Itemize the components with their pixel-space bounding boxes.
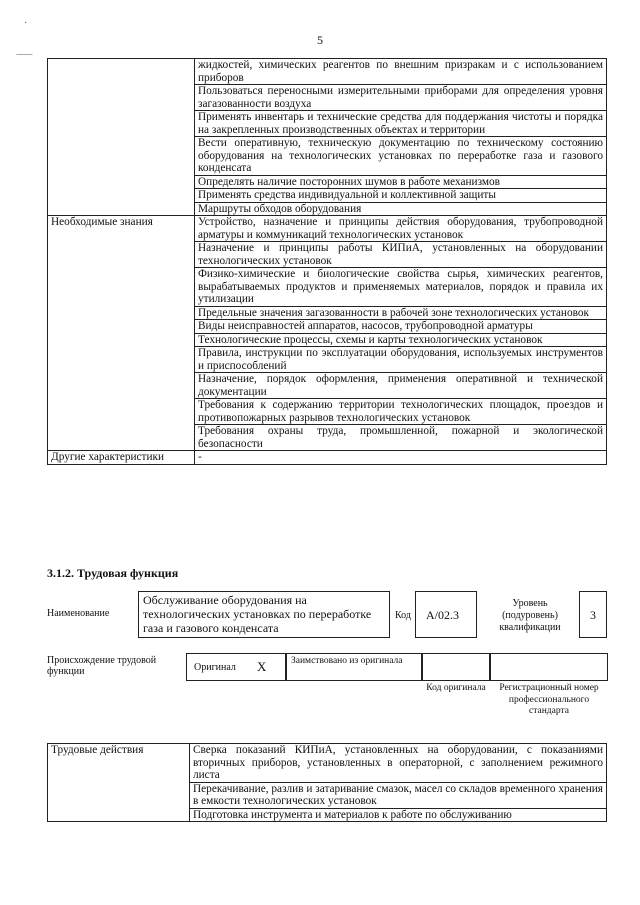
row-item: Предельные значения загазованности в рабочей зоне технологических установок	[195, 306, 607, 320]
row-label: Трудовые действия	[48, 744, 190, 822]
reg-caption: Регистрационный номер профессионального стандарта	[499, 683, 599, 716]
row-item: Физико-химические и биологические свойства сырья, химических реагентов, вырабатываемых продуктов и применяемых материалов, порядок и правила их утилизации	[195, 268, 607, 307]
row-item: Перекачивание, разлив и затаривание смазок, масел со складов временного хранения в емкости технологических установок	[190, 782, 607, 808]
row-item: Назначение, порядок оформления, применения оперативной и технической документации	[195, 373, 607, 399]
table-row	[48, 451, 607, 465]
row-item: Подготовка инструмента и материалов к работе по обслуживанию	[190, 808, 607, 822]
code-label: Код	[395, 610, 411, 621]
borrowed-label: Заимствовано из оригинала	[291, 656, 403, 666]
origin-label: Происхождение трудовой функции	[47, 655, 157, 677]
row-label	[48, 59, 195, 216]
row-item: Определять наличие посторонних шумов в работе механизмов	[195, 175, 607, 189]
row-item: Применять инвентарь и технические средства для поддержания чистоты и порядка на закрепленных производственных объектах и территории	[195, 111, 607, 137]
name-label: Наименование	[47, 608, 110, 619]
row-item: Виды неисправностей аппаратов, насосов, трубопроводной арматуры	[195, 320, 607, 334]
row-item: Вести оперативную, техническую документацию по техническому состоянию оборудования на технологических установках по переработке газа и газового конденсата	[195, 137, 607, 176]
row-item: Сверка показаний КИПиА, установленных на оборудовании, с показаниями вторичных приборов, установленных в операторной, с заполнением режимного листа	[190, 744, 607, 783]
labor-actions-table	[47, 743, 607, 822]
skills-knowledge-table	[47, 58, 607, 465]
row-item: Маршруты обходов оборудования	[195, 202, 607, 216]
table-row	[48, 744, 607, 783]
original-label: Оригинал	[194, 662, 236, 673]
margin-mark: ⸺	[16, 49, 33, 60]
row-label: Другие характеристики	[48, 451, 195, 465]
origin-original-cell	[186, 653, 286, 681]
code-caption: Код оригинала	[426, 683, 486, 693]
row-item: Пользоваться переносными измерительными приборами для определения уровня загазованности воздуха	[195, 85, 607, 111]
row-item: -	[195, 451, 607, 465]
row-label: Необходимые знания	[48, 216, 195, 451]
table-row	[48, 216, 607, 242]
origin-borrowed-cell	[286, 653, 422, 681]
row-item: Правила, инструкции по эксплуатации оборудования, используемых инструментов и приспособлений	[195, 347, 607, 373]
original-mark: X	[257, 659, 267, 674]
row-item: Устройство, назначение и принципы действия оборудования, трубопроводной арматуры и коммуникаций технологических установок	[195, 216, 607, 242]
row-item: Требования охраны труда, промышленной, пожарной и экологической безопасности	[195, 425, 607, 451]
row-item: жидкостей, химических реагентов по внешним призракам и с использованием приборов	[195, 59, 607, 85]
table-row	[48, 59, 607, 85]
origin-code-cell	[422, 653, 490, 681]
level-box: 3	[579, 591, 607, 638]
row-item: Требования к содержанию территории технологических площадок, проездов и противопожарных разрывов технологических установок	[195, 399, 607, 425]
level-label: Уровень (подуровень) квалификации	[499, 598, 561, 633]
row-item: Назначение и принципы работы КИПиА, установленных на оборудовании технологических установок	[195, 242, 607, 268]
section-title: 3.1.2. Трудовая функция	[47, 566, 179, 580]
code-box: А/02.3	[415, 591, 477, 638]
function-name-box: Обслуживание оборудования на технологических установках по переработке газа и газового конденсата	[138, 591, 390, 638]
row-item: Технологические процессы, схемы и карты технологических установок	[195, 333, 607, 347]
page-number: 5	[317, 33, 323, 47]
row-item: Применять средства индивидуальной и коллективной защиты	[195, 189, 607, 203]
margin-mark: ·	[24, 18, 28, 29]
origin-reg-cell	[490, 653, 608, 681]
